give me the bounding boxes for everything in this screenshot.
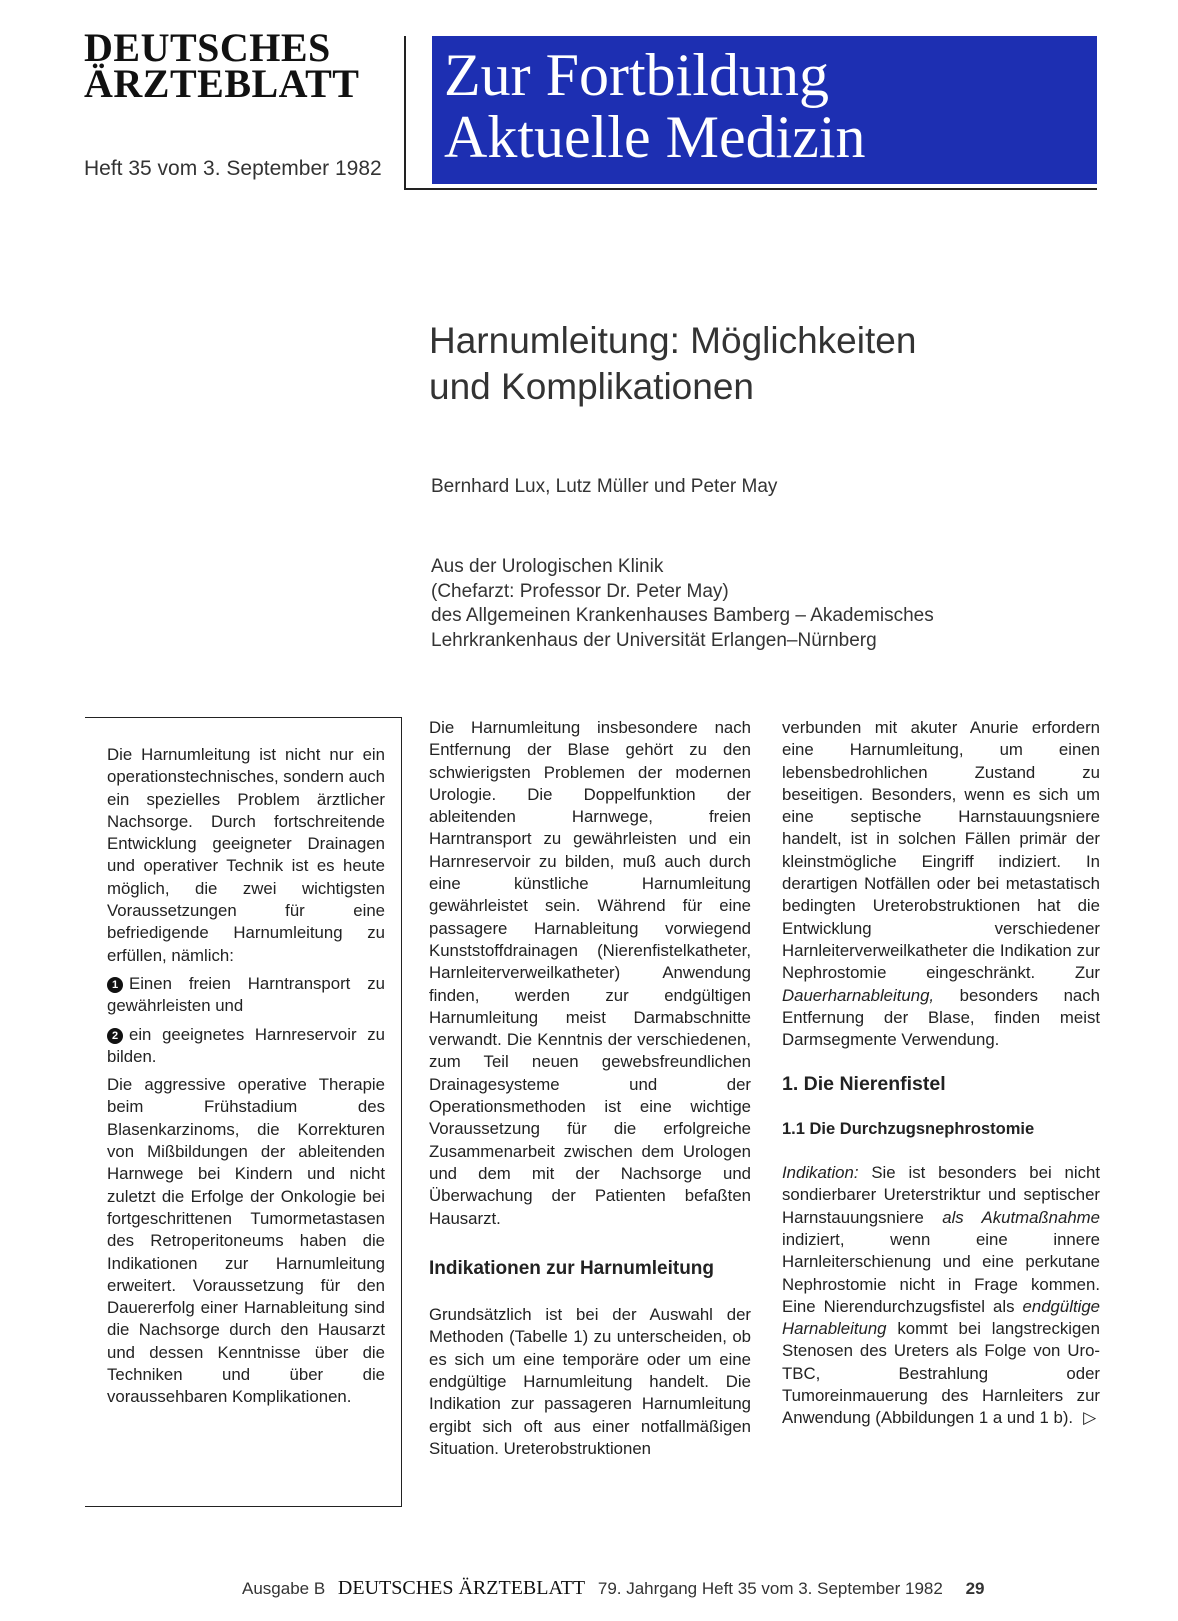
section-heading-nierenfistel: 1. Die Nierenfistel [782,1073,946,1096]
article-title [429,318,1089,410]
col2-p2-emphasis-2: als Akutmaßnahme [942,1207,1100,1227]
footer-edition: Ausgabe B [242,1579,326,1598]
abstract-item-1-text: Einen freien Harntransport zu gewährleisten und [107,973,385,1016]
page-footer [242,1577,984,1600]
affiliation-line: des Allgemeinen Krankenhauses Bamberg – Akademisches [431,605,934,626]
masthead-line1: DEUTSCHES [84,25,331,70]
col2-p1-emphasis: Dauerharnableitung, [782,985,935,1005]
abstract-item-2-text: ein geeignetes Harnreservoir zu bilden. [107,1024,385,1066]
banner-line2: Aktuelle Medizin [444,104,866,170]
text-column-1 [429,717,751,1460]
section-heading-indikationen: Indikationen zur Harnumleitung [429,1257,715,1279]
col2-p2-text-a: Sie ist besonders bei nicht sondierbarer Ureterstriktur und septischer Harnstauungsniere [782,1163,1100,1227]
article-authors: Bernhard Lux, Lutz Müller und Peter May [431,476,778,497]
col2-p1-text-b: besonders nach Entfernung der Blase, finden meist Darmsegmente Verwendung. [782,985,1100,1050]
subsection-heading-durchzugsnephrostomie: 1.1 Die Durchzugsnephrostomie [782,1119,1035,1138]
col2-paragraph-1 [782,717,1100,1051]
title-line1: Harnumleitung: Möglichkeiten [429,320,917,361]
abstract-intro: Die Harnumleitung ist nicht nur ein operationstechnisches, sondern auch ein spezielles Problem ärztlicher Nachsorge. Durch fortschreitende Entwicklung geeigneter Drainagen und operativer Technik ist es heute möglich, die zwei wichtigsten Voraussetzungen für eine befriedigende Harnumleitung zu erfüllen, nämlich: [107,745,386,965]
col2-p2-text-b: indiziert, wenn eine innere Harnleiterschienung und eine perkutane Nephrostomie nicht in Frage kommen. Eine Nierendurchzugsfistel als [782,1229,1100,1316]
affiliation-line: Aus der Urologischen Klinik [431,556,664,577]
abstract-box [85,717,402,1507]
affiliation-line: Lehrkrankenhaus der Universität Erlangen–Nürnberg [431,629,877,651]
footer-issue: 79. Jahrgang Heft 35 vom 3. September 1982 [597,1579,943,1598]
col2-p2-emphasis-3: endgültige Harnableitung [782,1296,1100,1339]
col2-p1-text-a: verbunden mit akuter Anurie erfordern eine Harnumleitung, um einen lebensbedrohlichen Zustand zu beseitigen. Besonders, wenn es sich um eine septische Harnstauungsniere handelt, ist in solchen Fällen primär der kleinstmögliche Eingriff indiziert. In derartigen Notfällen oder bei metastatisch bedingten Ureterobstruktionen hat die Entwicklung verschiedener Harnleiterverweilkatheter die Indikation zur Nephrostomie eingeschränkt. Zur [782,718,1100,983]
page-number: 29 [965,1579,985,1598]
col2-p2-text-c: kommt bei langstreckigen Stenosen des Ureters als Folge von Uro-TBC, Bestrahlung oder Tumoreinmauerung des Harnleiters zur Anwendung (Abbildungen 1 a und 1 b). [782,1319,1100,1428]
col2-paragraph-2 [782,1162,1100,1430]
abstract-item-1 [107,973,385,1018]
issue-line: Heft 35 vom 3. September 1982 [84,157,382,180]
journal-masthead [84,25,360,106]
col1-paragraph-1: Die Harnumleitung insbesondere nach Entfernung der Blase gehört zu den schwierigsten Problemen der modernen Urologie. Die Doppelfunktion der ableitenden Harnwege, freien Harntransport zu gewährleisten und ein Harnreservoir zu bilden, muß auch durch eine künstliche Harnumleitung gewährleistet sein. Während für eine passagere Harnableitung vorwiegend Kunststoffdrainagen (Nierenfistelkatheter, Harnleiterverweilkatheter) Anwendung finden, werden zur endgültigen Harnumleitung meist Darmabschnitte verwandt. Die Kenntnis der verschiedenen, zum Teil neuen gewebsfreundlichen Drainagesysteme und der Operationsmethoden ist eine wichtige Voraussetzung für die erfolgreiche Zusammenarbeit zwischen dem Urologen und dem mit der Nachsorge und Überwachung der Patienten befaßten Hausarzt. [429,718,751,1228]
affiliation-line: (Chefarzt: Professor Dr. Peter May) [431,580,729,602]
col1-paragraph-2: Grundsätzlich ist bei der Auswahl der Methoden (Tabelle 1) zu unterscheiden, ob es sich um eine temporäre oder um eine endgültige Harnumleitung handelt. Die Indikation zur passageren Harnumleitung ergibt sich oft aus einer notfallmäßigen Situation. Ureterobstruktionen [429,1305,751,1458]
header-divider [404,188,1097,190]
footer-journal: DEUTSCHES ÄRZTEBLATT [337,1577,586,1599]
number-2-icon: 2 [107,1028,123,1044]
banner-line1: Zur Fortbildung [444,42,829,108]
continue-arrow-icon: ▷ [1083,1408,1096,1428]
col2-p2-emphasis-1: Indikation: [782,1163,859,1183]
masthead-line2: ÄRZTEBLATT [84,61,360,106]
vertical-divider [404,36,406,190]
title-line2: und Komplikationen [429,366,754,407]
text-column-2 [782,717,1100,1430]
section-banner [432,36,1097,184]
abstract-item-2 [107,1024,385,1069]
affiliation [431,555,934,653]
number-1-icon: 1 [107,977,123,993]
abstract-outro: Die aggressive operative Therapie beim Frühstadium des Blasenkarzinoms, die Korrekturen von Mißbildungen der ableitenden Harnwege bei Kindern und nicht zuletzt die Erfolge der Onkologie bei fortgeschrittenen Tumormetastasen des Retroperitoneums haben die Indikationen zur Harnumleitung erweitert. Voraussetzung für den Dauererfolg einer Harnableitung sind die Nachsorge durch den Hausarzt und dessen Kenntnisse über die Techniken und über die voraussehbaren Komplikationen. [107,1075,385,1407]
